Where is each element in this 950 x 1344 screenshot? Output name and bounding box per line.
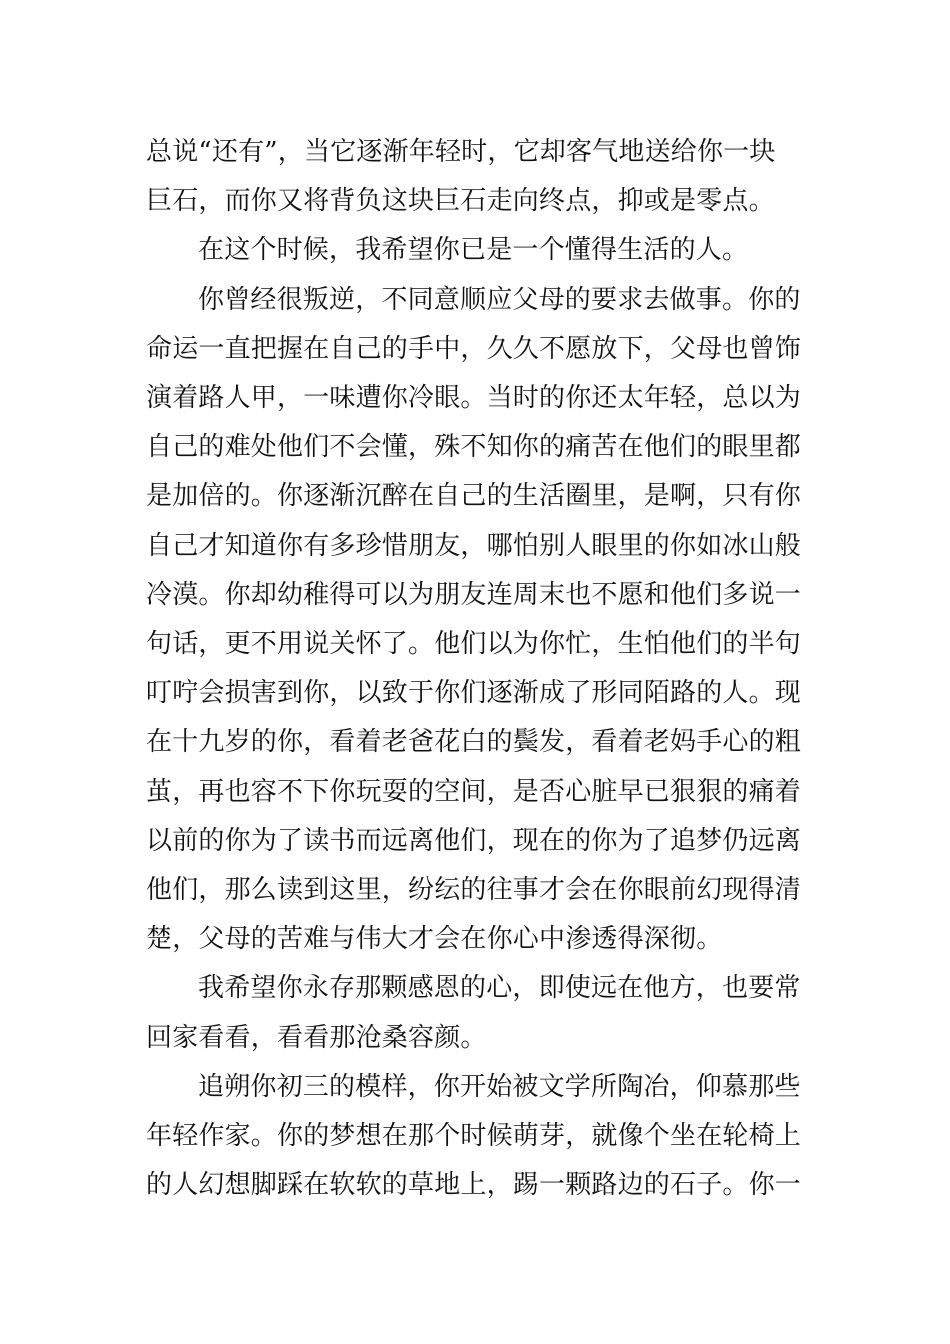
text-line: 巨石，而你又将背负这块巨石走向终点，抑或是零点。 <box>146 186 775 217</box>
text-line: 年轻作家。你的梦想在那个时候萌芽，就像个坐在轮椅上 <box>146 1121 802 1152</box>
text-line: 以前的你为了读书而远离他们，现在的你为了追梦仍远离 <box>146 825 802 856</box>
text-line: 冷漠。你却幼稚得可以为朋友连周末也不愿和他们多说一 <box>146 579 802 610</box>
text-line: 叮咛会损害到你，以致于你们逐渐成了形同陌路的人。现 <box>146 678 802 709</box>
text-line: 他们，那么读到这里，纷纭的往事才会在你眼前幻现得清 <box>146 875 802 906</box>
text-line: 演着路人甲，一味遭你冷眼。当时的你还太年轻，总以为 <box>146 383 802 414</box>
text-line: 回家看看，看看那沧桑容颜。 <box>146 1022 487 1053</box>
text-line: 在这个时候，我希望你已是一个懂得生活的人。 <box>198 235 749 266</box>
text-line: 在十九岁的你，看着老爸花白的鬓发，看着老妈手心的粗 <box>146 727 802 758</box>
text-line: 句话，更不用说关怀了。他们以为你忙，生怕他们的半句 <box>146 629 802 660</box>
text-line: 我希望你永存那颗感恩的心，即使远在他方，也要常 <box>198 973 801 1004</box>
text-line: 自己的难处他们不会懂，殊不知你的痛苦在他们的眼里都 <box>146 432 802 463</box>
text-line: 追朔你初三的模样，你开始被文学所陶冶，仰慕那些 <box>198 1071 801 1102</box>
body-text <box>146 128 808 1210</box>
text-line: 你曾经很叛逆，不同意顺应父母的要求去做事。你的 <box>198 284 801 315</box>
text-line: 命运一直把握在自己的手中，久久不愿放下，父母也曾饰 <box>146 333 802 364</box>
text-line: 是加倍的。你逐渐沉醉在自己的生活圈里，是啊，只有你 <box>146 481 802 512</box>
text-line: 的人幻想脚踩在软软的草地上，踢一颗路边的石子。你一 <box>146 1170 802 1201</box>
text-line: 茧，再也容不下你玩耍的空间，是否心脏早已狠狠的痛着 <box>146 776 802 807</box>
text-line: 总说“还有”，当它逐渐年轻时，它却客气地送给你一块 <box>146 137 776 167</box>
text-line: 自己才知道你有多珍惜朋友，哪怕别人眼里的你如冰山般 <box>146 530 802 561</box>
text-line: 楚，父母的苦难与伟大才会在你心中渗透得深彻。 <box>146 924 723 955</box>
